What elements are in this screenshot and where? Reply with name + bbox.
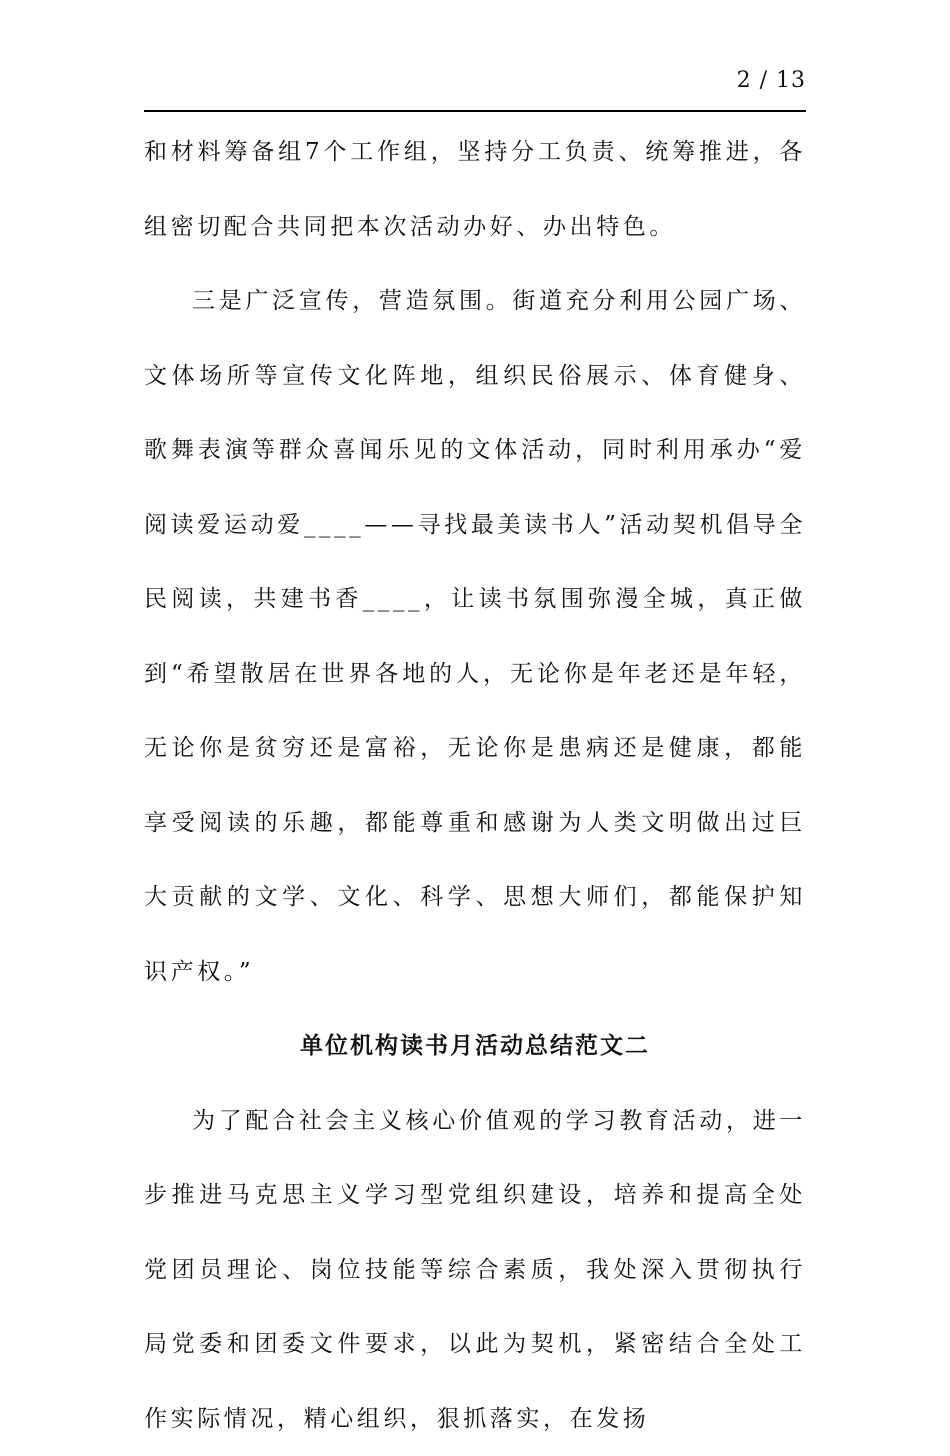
page-number: 2 / 13: [737, 68, 806, 93]
paragraph-continued: 和材料筹备组7个工作组，坚持分工负责、统筹推进，各组密切配合共同把本次活动办好、办出特色。: [144, 115, 806, 264]
paragraph-publicity: 三是广泛宣传，营造氛围。街道充分利用公园广场、文体场所等宣传文化阵地，组织民俗展示、体育健身、歌舞表演等群众喜闻乐见的文体活动，同时利用承办“爱阅读爱运动爱____——寻找最美读书人”活动契机倡导全民阅读，共建书香____，让读书氛围弥漫全城，真正做到“希望散居在世界各地的人，无论你是年老还是年轻，无论你是贫穷还是富裕，无论你是患病还是健康，都能享受阅读的乐趣，都能尊重和感谢为人类文明做出过巨大贡献的文学、文化、科学、思想大师们，都能保护知识产权。”: [144, 264, 806, 1009]
document-body: [144, 115, 806, 1456]
paragraph-intro: 为了配合社会主义核心价值观的学习教育活动，进一步推进马克思主义学习型党组织建设，培养和提高全处党团员理论、岗位技能等综合素质，我处深入贯彻执行局党委和团委文件要求，以此为契机，紧密结合全处工作实际情况，精心组织，狠抓落实，在发扬: [144, 1084, 806, 1456]
header-divider: [144, 110, 806, 112]
section-heading: 单位机构读书月活动总结范文二: [144, 1009, 806, 1084]
